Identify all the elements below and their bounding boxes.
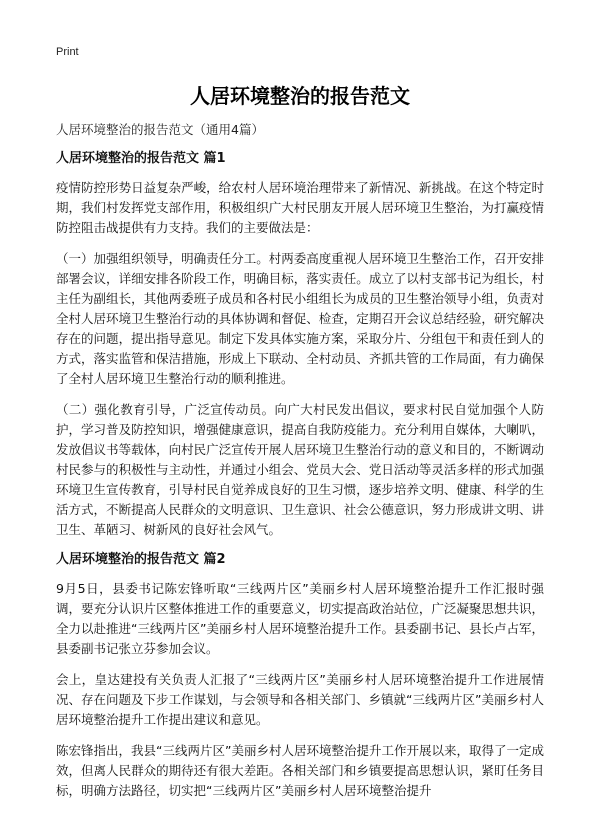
- print-link[interactable]: Print: [56, 46, 79, 58]
- section-2-paragraph-2: 会上，皇达建投有关负责人汇报了“三线两片区”美丽乡村人居环境整治提升工作进展情况、存在问题及下步工作谋划，与会领导和各相关部门、乡镇就“三线两片区”美丽乡村人居环境整治提升工作提出建议和意见。: [56, 672, 544, 727]
- section-1-paragraph-3: （二）强化教育引导，广泛宣传动员。向广大村民发出倡议，要求村民自觉加强个人防护，学习普及防控知识，增强健康意识，提高自我防疫能力。充分利用自媒体，大喇叭，发放倡议书等载体，向村民广泛宣传开展人居环境卫生整治行动的意义和目的，不断调动村民参与的积极性与主动性，并通过小组会、党员大会、党日活动等灵活多样的形式加强环境卫生宣传教育，引导村民自觉养成良好的卫生习惯，逐步培养文明、健康、科学的生活方式，不断提高人民群众的文明意识、卫生意识、社会公德意识，努力形成讲文明、讲卫生、革陋习、树新风的良好社会风气。: [56, 402, 544, 537]
- section-heading-1: 人居环境整治的报告范文 篇1: [56, 151, 226, 166]
- document-subtitle: 人居环境整治的报告范文（通用4篇）: [56, 122, 264, 137]
- document-body: [56, 150, 544, 812]
- section-2-paragraph-3: 陈宏锋指出，我县“三线两片区”美丽乡村人居环境整治提升工作开展以来，取得了一定成效，但离人民群众的期待还有很大差距。各相关部门和乡镇要提高思想认识，紧盯任务目标，明确方法路径，切实把“三线两片区”美丽乡村人居环境整治提升: [56, 743, 544, 798]
- section-heading-2: 人居环境整治的报告范文 篇2: [56, 552, 226, 567]
- section-1-paragraph-2: （一）加强组织领导，明确责任分工。村两委高度重视人居环境卫生整治工作，召开安排部署会议，详细安排各阶段工作，明确目标，落实责任。成立了以村支部书记为组长，村主任为副组长，其他两委班子成员和各村民小组组长为成员的卫生整治领导小组，负责对全村人居环境卫生整治行动的具体协调和督促、检查，定期召开会议总结经验，研究解决存在的问题，提出指导意见。制定下发具体实施方案，采取分片、分组包干和责任到人的方式，落实监管和保洁措施，形成上下联动、全村动员、齐抓共管的工作局面，有力确保了全村人居环境卫生整治行动的顺利推进。: [56, 251, 544, 386]
- section-2-paragraph-1: 9月5日，县委书记陈宏锋听取“三线两片区”美丽乡村人居环境整治提升工作汇报时强调，要充分认识片区整体推进工作的重要意义，切实提高政治站位，广泛凝聚思想共识，全力以赴推进“三线两片区”美丽乡村人居环境整治提升工作。县委副书记、县长卢占军，县委副书记张立芬参加会议。: [56, 581, 544, 656]
- section-1-paragraph-1: 疫情防控形势日益复杂严峻，给农村人居环境治理带来了新情况、新挑战。在这个特定时期，我们村发挥党支部作用，积极组织广大村民朋友开展人居环境卫生整治，为打赢疫情防控阻击战提供有力支持。我们的主要做法是：: [56, 180, 544, 235]
- page-title: 人居环境整治的报告范文: [190, 84, 410, 108]
